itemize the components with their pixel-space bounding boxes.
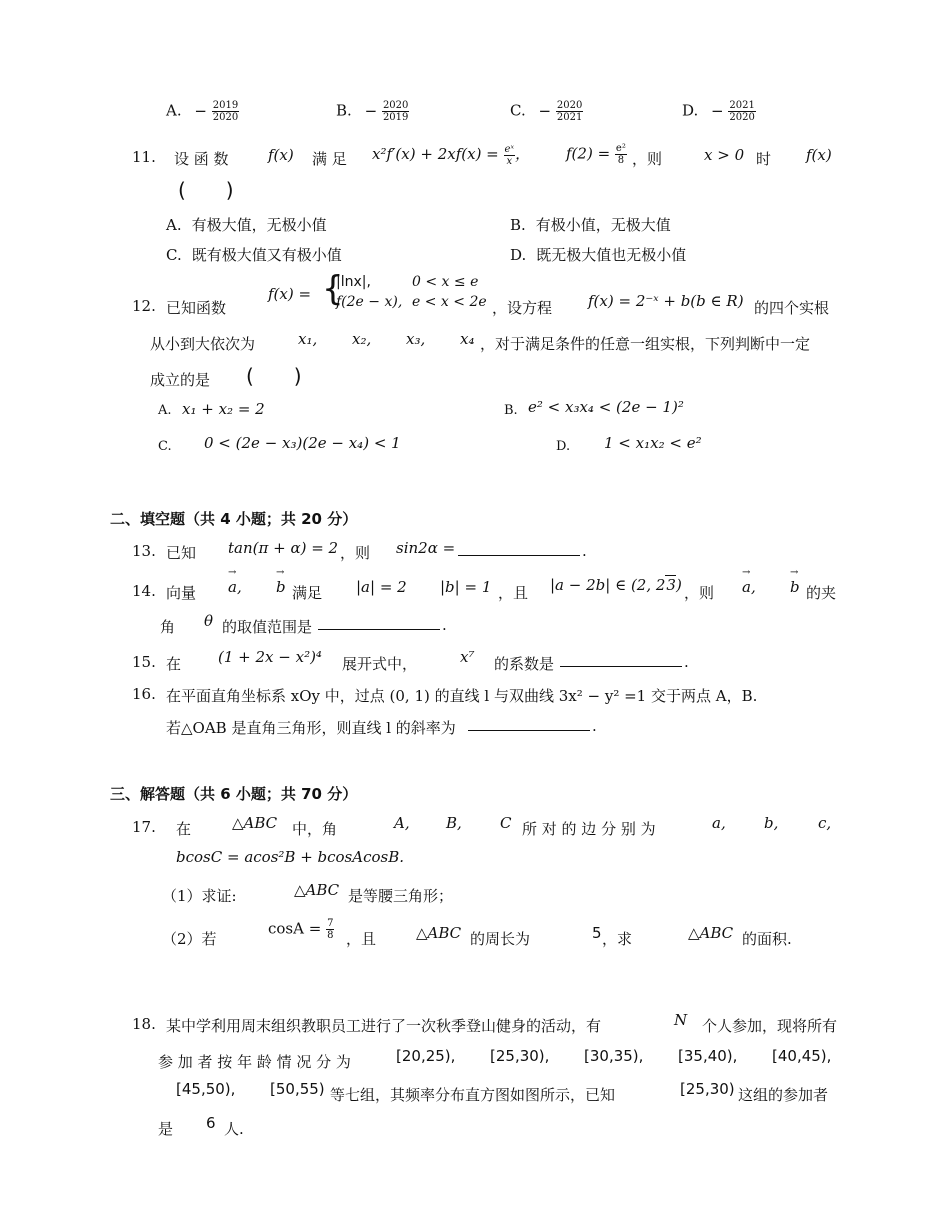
q10-d-fraction: $\frac{2021}{2020}$ <box>729 100 755 123</box>
q12-option-b: e² < x₃x₄ < (2e − 1)² <box>528 398 684 416</box>
q16-answer-blank <box>468 716 590 731</box>
q12-number: 12. <box>132 297 156 315</box>
q10-option-d: D. − $\frac{2021}{2020}$ <box>682 100 755 123</box>
q13-answer-blank <box>458 541 580 556</box>
section-3-title: 三、解答题（共 6 小题；共 70 分） <box>110 785 358 803</box>
piecewise-brace: { <box>322 269 344 309</box>
q11-option-d: D. 既无极大值也无极小值 <box>510 246 687 264</box>
q12-answer-paren: ( ) <box>246 364 302 388</box>
q10-option-a: A. − $\frac{2019}{2020}$ <box>166 100 239 123</box>
q17-equation: bcosC = acos²B + bcosAcosB. <box>176 848 405 866</box>
q10-b-fraction: $\frac{2020}{2019}$ <box>382 100 409 123</box>
q12-option-c: 0 < (2e − x₃)(2e − x₄) < 1 <box>204 434 401 452</box>
q10-a-fraction: $\frac{2019}{2020}$ <box>212 100 239 123</box>
q11-equation-2: f(2) = $\frac{\text{e²}}{8}$ <box>566 143 626 166</box>
q10-option-b: B. − $\frac{2020}{2019}$ <box>336 100 409 123</box>
q10-option-c: C. − $\frac{2020}{2021}$ <box>510 100 583 123</box>
q11-option-c: C. 既有极大值又有极小值 <box>166 246 342 264</box>
q12-option-d: 1 < x₁x₂ < e² <box>604 434 702 452</box>
q15-answer-blank <box>560 652 682 667</box>
q10-c-fraction: $\frac{2020}{2021}$ <box>556 100 583 123</box>
q14-answer-blank <box>318 615 440 630</box>
q11-number: 11. <box>132 148 156 166</box>
q11-equation-1: x²f′(x) + 2xf(x) = $\frac{\text{eˣ}}{x}$ ， <box>372 143 531 167</box>
q11-option-a: A. 有极大值，无极小值 <box>166 216 327 234</box>
q12-option-a: x₁ + x₂ = 2 <box>182 400 265 418</box>
q11-answer-paren: ( ) <box>178 178 234 202</box>
q11-option-b: B. 有极小值，无极大值 <box>510 216 671 234</box>
section-2-title: 二、填空题（共 4 小题；共 20 分） <box>110 510 358 528</box>
